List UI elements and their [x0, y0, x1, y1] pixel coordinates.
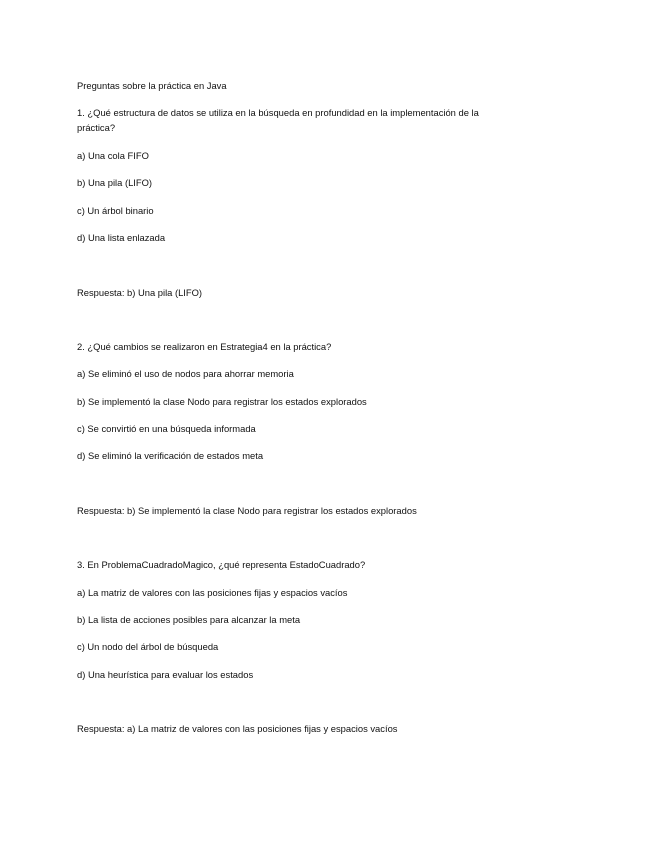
question-3-answer: Respuesta: a) La matriz de valores con las posiciones fijas y espacios vacíos — [77, 723, 398, 734]
document-title: Preguntas sobre la práctica en Java — [77, 80, 227, 91]
question-2-option-d: d) Se eliminó la verificación de estados meta — [77, 450, 264, 461]
question-3-option-c: c) Un nodo del árbol de búsqueda — [77, 641, 219, 652]
question-1-text: 1. ¿Qué estructura de datos se utiliza en la búsqueda en profundidad en la implementación de la — [77, 107, 479, 118]
question-1-option-d: d) Una lista enlazada — [77, 232, 166, 243]
question-3-option-d: d) Una heurística para evaluar los estados — [77, 669, 254, 680]
question-1-answer: Respuesta: b) Una pila (LIFO) — [77, 287, 203, 298]
question-1-option-c: c) Un árbol binario — [77, 205, 154, 216]
question-2-option-b: b) Se implementó la clase Nodo para registrar los estados explorados — [77, 396, 367, 407]
question-2-text: 2. ¿Qué cambios se realizaron en Estrategia4 en la práctica? — [77, 341, 332, 352]
question-3-option-b: b) La lista de acciones posibles para alcanzar la meta — [77, 614, 301, 625]
question-3-text: 3. En ProblemaCuadradoMagico, ¿qué representa EstadoCuadrado? — [77, 559, 366, 570]
question-2-option-c: c) Se convirtió en una búsqueda informada — [77, 423, 256, 434]
question-2-option-a: a) Se eliminó el uso de nodos para ahorrar memoria — [77, 368, 294, 379]
question-1-option-a: a) Una cola FIFO — [77, 150, 149, 161]
question-1-option-b: b) Una pila (LIFO) — [77, 177, 153, 188]
question-3-option-a: a) La matriz de valores con las posiciones fijas y espacios vacíos — [77, 587, 348, 598]
question-1-text-cont: práctica? — [77, 122, 116, 133]
question-2-answer: Respuesta: b) Se implementó la clase Nodo para registrar los estados explorados — [77, 505, 417, 516]
